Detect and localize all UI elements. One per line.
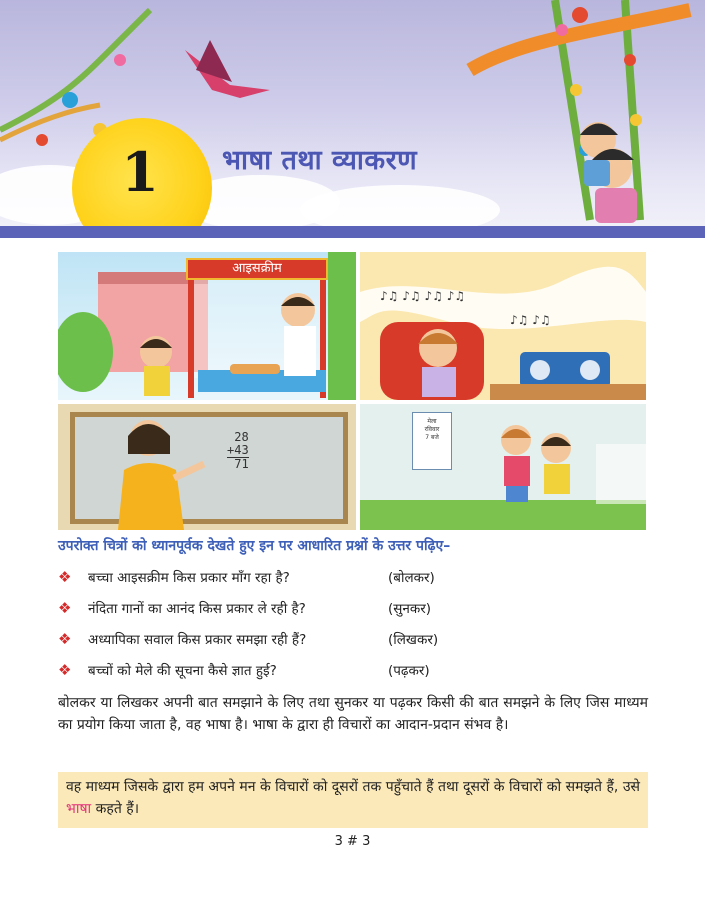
question-text: बच्चा आइसक्रीम किस प्रकार माँग रहा है? <box>88 570 290 586</box>
page-number: 3 # 3 <box>334 834 371 849</box>
shop-sign: आइसक्रीम <box>186 258 328 280</box>
question-text: नंदिता गानों का आनंद किस प्रकार ले रही है? <box>88 601 306 617</box>
question-text: बच्चों को मेले की सूचना कैसे ज्ञात हुई? <box>88 663 277 679</box>
definition-term: भाषा <box>66 801 92 817</box>
svg-text:♪♫ ♪♫: ♪♫ ♪♫ <box>510 313 551 327</box>
sum-line-2: +43 <box>227 443 249 457</box>
list-item <box>58 628 658 659</box>
panel-ice-cream-shop <box>58 252 356 400</box>
fair-poster <box>412 412 452 470</box>
poster-line: मेला <box>427 418 437 425</box>
list-item <box>58 566 658 597</box>
teacher-illustration <box>58 404 356 530</box>
svg-text:♪♫ ♪♫ ♪♫ ♪♫: ♪♫ ♪♫ ♪♫ ♪♫ <box>380 289 466 303</box>
diamond-bullet-icon: ❖ <box>58 661 72 679</box>
question-hint: (पढ़कर) <box>388 663 430 679</box>
sum-line-3: 71 <box>227 457 249 471</box>
panel-listening-music <box>360 252 646 400</box>
chapter-banner <box>0 0 705 238</box>
panel-teacher-board <box>58 404 356 530</box>
list-item <box>58 659 658 690</box>
sum-line-1: 28 <box>234 430 249 444</box>
body-paragraph: बोलकर या लिखकर अपनी बात समझाने के लिए तथा सुनकर या पढ़कर किसी की बात समझने के लिए जिस माध्यम का प्रयोग किया जाता है, वह भाषा है। भाषा के द्वारा ही विचारों का आदान-प्रदान संभव है। <box>58 695 648 733</box>
definition-box <box>58 772 648 828</box>
list-item <box>58 597 658 628</box>
definition-text: वह माध्यम जिसके द्वारा हम अपने मन के विचारों को दूसरों तक पहुँचाते हैं तथा दूसरों के विचारों को समझते हैं, उसे <box>66 779 640 795</box>
question-hint: (लिखकर) <box>388 632 439 648</box>
fair-poster-illustration <box>360 404 646 530</box>
definition-text-end: कहते हैं। <box>91 801 139 817</box>
banner-divider <box>0 226 705 238</box>
question-hint: (बोलकर) <box>388 570 435 586</box>
chapter-title: भाषा तथा व्याकरण <box>222 145 418 176</box>
chapter-number: 1 <box>121 140 159 204</box>
diamond-bullet-icon: ❖ <box>58 630 72 648</box>
question-text: अध्यापिका सवाल किस प्रकार समझा रही हैं? <box>88 632 307 648</box>
question-list <box>58 566 658 690</box>
poster-line: 7 बजे <box>425 434 439 441</box>
listening-music-illustration <box>360 252 646 400</box>
question-hint: (सुनकर) <box>388 601 432 617</box>
instruction-heading: उपरोक्त चित्रों को ध्यानपूर्वक देखते हुए इन पर आधारित प्रश्नों के उत्तर पढ़िए– <box>58 538 451 554</box>
diamond-bullet-icon: ❖ <box>58 568 72 586</box>
diamond-bullet-icon: ❖ <box>58 599 72 617</box>
poster-line: रविवार <box>424 426 440 433</box>
illustration-grid <box>58 252 646 530</box>
panel-fair-poster <box>360 404 646 530</box>
